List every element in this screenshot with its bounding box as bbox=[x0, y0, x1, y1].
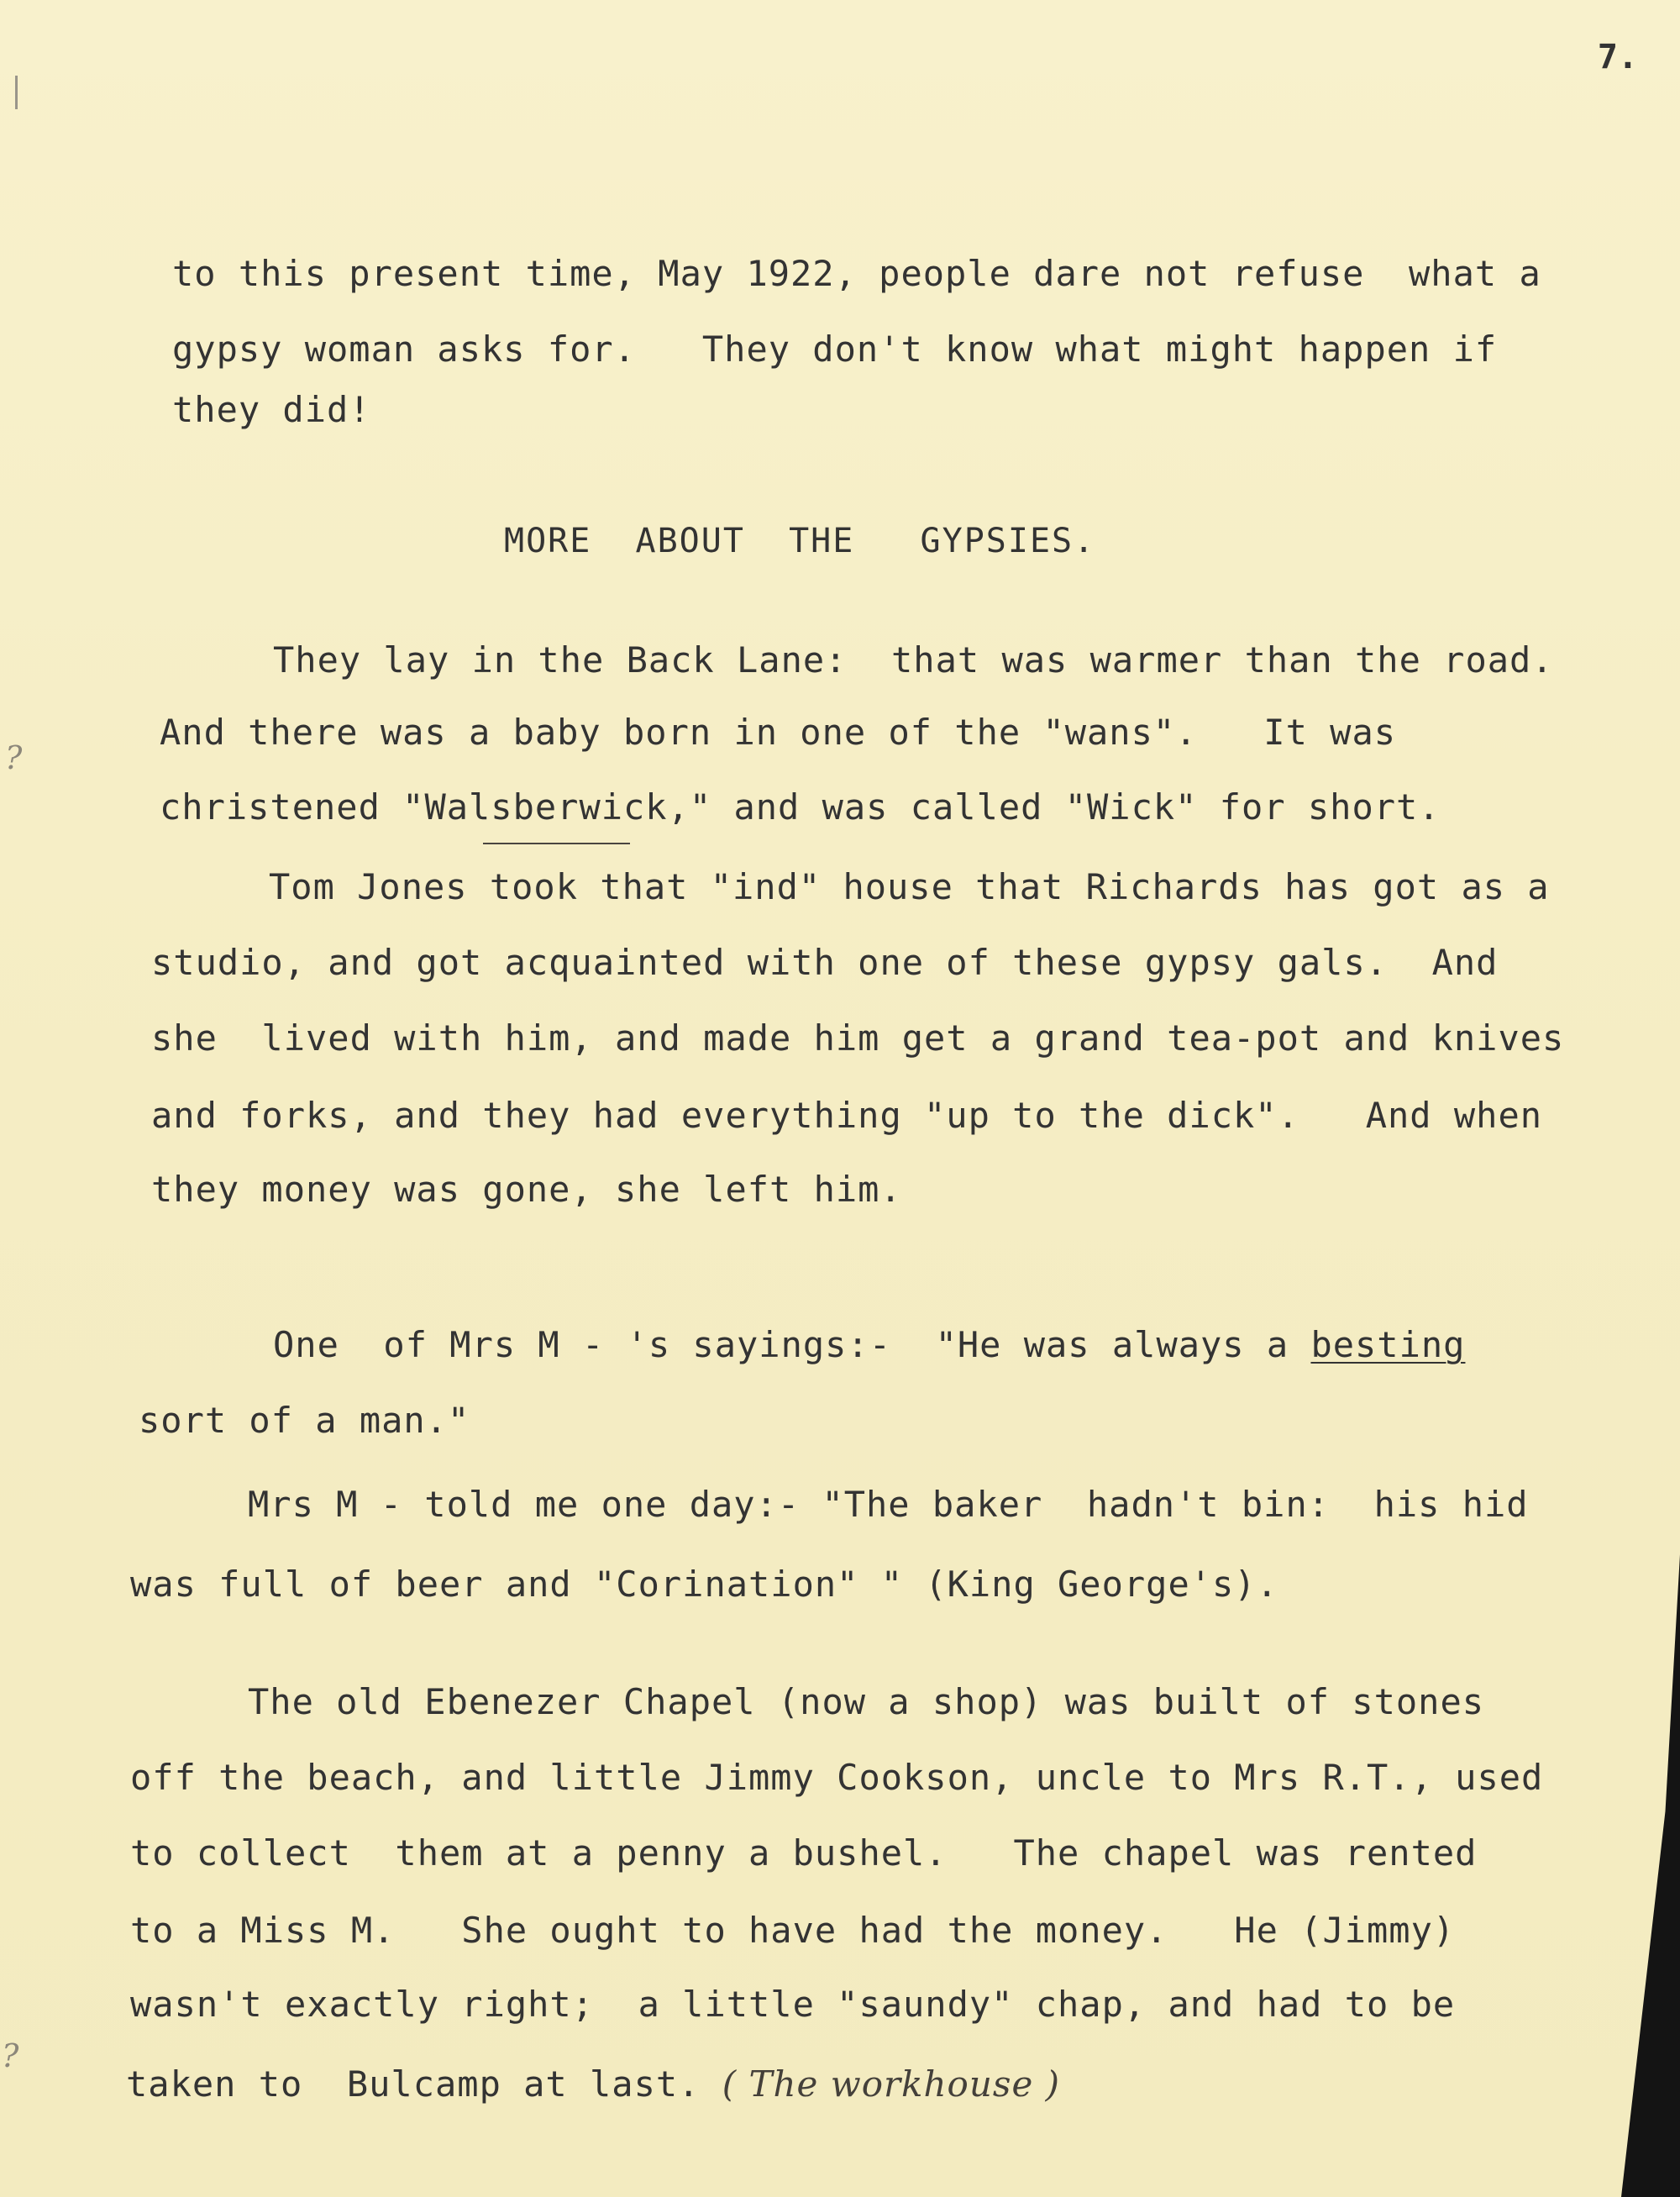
text-line: They lay in the Back Lane: that was warmer than the road. bbox=[273, 639, 1554, 681]
text-segment: christened " bbox=[160, 786, 425, 828]
margin-question-mark: ? bbox=[5, 739, 23, 776]
text-segment: " and was called "Wick" for short. bbox=[689, 786, 1441, 828]
text-segment: Walsberwick, bbox=[424, 786, 690, 828]
text-line: to a Miss M. She ought to have had the money. He (Jimmy) bbox=[130, 1910, 1456, 1951]
text-line: studio, and got acquainted with one of these gypsy gals. And bbox=[151, 942, 1499, 983]
page-edge-shadow bbox=[1621, 1554, 1680, 2197]
margin-question-mark: ? bbox=[2, 2037, 19, 2074]
text-line: they money was gone, she left him. bbox=[151, 1169, 902, 1210]
handwritten-note: ( The workhouse ) bbox=[722, 2063, 1061, 2105]
text-line: and forks, and they had everything "up to the dick". And when bbox=[151, 1095, 1543, 1136]
pencil-underline bbox=[483, 843, 630, 844]
text-line: she lived with him, and made him get a grand tea-pot and knives bbox=[151, 1017, 1565, 1059]
text-line: sort of a man." bbox=[139, 1400, 470, 1441]
text-line: The old Ebenezer Chapel (now a shop) was built of stones bbox=[248, 1681, 1485, 1722]
text-line: Mrs M - told me one day:- "The baker hadn't bin: his hid bbox=[248, 1484, 1529, 1525]
page-number: 7. bbox=[1597, 38, 1638, 76]
text-line bbox=[273, 1323, 1465, 1367]
section-heading: MORE ABOUT THE GYPSIES. bbox=[504, 522, 1096, 560]
text-line: Tom Jones took that "ind" house that Richards has got as a bbox=[269, 866, 1550, 907]
text-line bbox=[126, 2063, 1060, 2106]
text-line: gypsy woman asks for. They don't know what might happen if bbox=[172, 328, 1498, 370]
text-line: to this present time, May 1922, people dare not refuse what a bbox=[172, 253, 1541, 294]
text-segment: taken to Bulcamp at last. bbox=[126, 2063, 722, 2105]
text-line: off the beach, and little Jimmy Cookson, uncle to Mrs R.T., used bbox=[130, 1757, 1544, 1798]
text-line: to collect them at a penny a bushel. The chapel was rented bbox=[130, 1832, 1478, 1874]
margin-tick bbox=[15, 76, 18, 109]
text-line: wasn't exactly right; a little "saundy" chap, and had to be bbox=[130, 1984, 1456, 2025]
text-line: they did! bbox=[172, 389, 371, 430]
text-line: And there was a baby born in one of the "wans". It was bbox=[160, 712, 1397, 753]
underlined-word: besting bbox=[1310, 1324, 1466, 1365]
text-line bbox=[160, 786, 1441, 829]
text-line: was full of beer and "Corination" " (King George's). bbox=[130, 1564, 1278, 1605]
text-segment: One of Mrs M - 's sayings:- "He was always a bbox=[273, 1324, 1311, 1365]
